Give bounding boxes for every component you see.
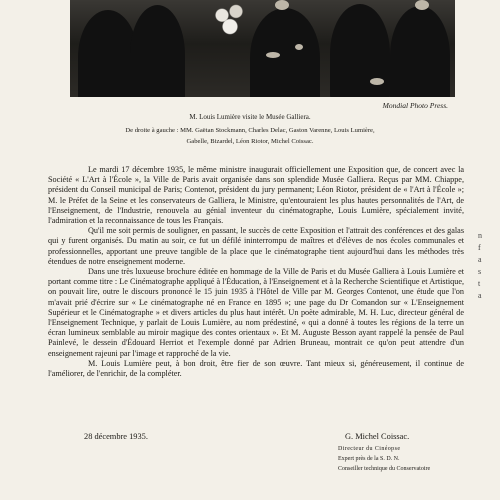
bouquet	[210, 0, 250, 38]
photograph	[70, 0, 455, 97]
signature-name: G. Michel Coissac.	[345, 432, 410, 441]
edge-char: n	[478, 231, 482, 240]
page-edge-text	[478, 230, 498, 302]
edge-char: s	[478, 267, 482, 276]
paragraph: Le mardi 17 décembre 1935, le même ministre inaugurait officiellement une Exposition que, de concert avec la Société « L'Art à l'École », la Ville de Paris avait organisée dans son splendide Musée Galliera. Reçus par MM. Chiappe, président du Conseil municipal de Paris; Contenot, président du jury permanent; Léon Riotor, président de « l'Art à l'École »; M. le Préfet de la Seine et les conservateurs de Galliera, le Ministre, qu'entouraient les plus hautes personnalités de l'Art, de l'Enseignement, de l'Industrie, renouvela au génial inventeur du cinématographe, Louis Lumière, spécialement invité, l'admiration et la reconnaissance de tous les Français.	[48, 165, 464, 226]
caption-names-line2: Gabelle, Bizardel, Léon Riotor, Michel Coissac.	[186, 138, 314, 145]
article-date: 28 décembre 1935.	[84, 432, 148, 441]
edge-char: a	[478, 255, 482, 264]
caption-title: M. Louis Lumière visite le Musée Galliera.	[189, 113, 311, 121]
signature-title: Conseiller technique du Conservatoire	[338, 466, 431, 472]
photo-credit: Mondial Photo Press.	[382, 101, 448, 110]
paragraph: M. Louis Lumière peut, à bon droit, être fier de son œuvre. Tant mieux si, généreusement, il continue de l'améliorer, de l'enrichir, de la compléter.	[48, 358, 464, 379]
caption-names	[0, 125, 500, 147]
paragraph: Dans une très luxueuse brochure éditée en hommage de la Ville de Paris et du Musée Galliera à Louis Lumière et portant comme titre : Le Cinématographe appliqué à l'Éducation, à l'Enseignement et à la Recherche Scientifique et Artistique, on pouvait lire, outre le discours prononcé le 15 juin 1935 à l'Hôtel de Ville par M. Georges Contenot, une étude que l'on m'avait prié d'écrire sur « Le cinématographe né en France en 1895 »; une page du Dr Comandon sur « L'Enseignement Supérieur et le Cinématographe » et divers articles du plus haut intérêt. Un poète admirable, M. H. Luc, directeur général de l'Enseignement Technique, y parlait de Louis Lumière, au nom prédestiné, « qui a donné à toutes les régions de la terre un écran lumineux semblable au miroir magique des contes orientaux ». Et M. Auguste Besson ayant rappelé la pensée de Paul Painlevé, le dessein d'Édouard Herriot et l'exemple donné par Adrien Bruneau, montrait ce qu'on peut attendre d'un enseignement rajeuni par l'image et rapproché de la vie.	[48, 267, 464, 358]
edge-char: a	[478, 291, 482, 300]
caption-names-line1: De droite à gauche : MM. Gaëtan Stockmann, Charles Delac, Gaston Varenne, Louis Lumière,	[125, 127, 375, 134]
paragraph: Qu'il me soit permis de souligner, en passant, le succès de cette Exposition et l'attrait des conférences et des galas qui y furent organisés. Du matin au soir, ce fut un défilé ininterrompu de maîtres et d'élèves de nos écoles communales et professionnelles, apportant une preuve tangible de la place que le cinématographe tient aujourd'hui dans les méthodes très étendues de notre enseignement moderne.	[48, 226, 464, 266]
edge-char: f	[478, 243, 481, 252]
signature-title: Expert près de la S. D. N.	[338, 456, 400, 462]
signature-title: Directeur du Cinéopse	[338, 446, 401, 452]
edge-char: t	[478, 279, 481, 288]
article-body	[48, 165, 464, 379]
